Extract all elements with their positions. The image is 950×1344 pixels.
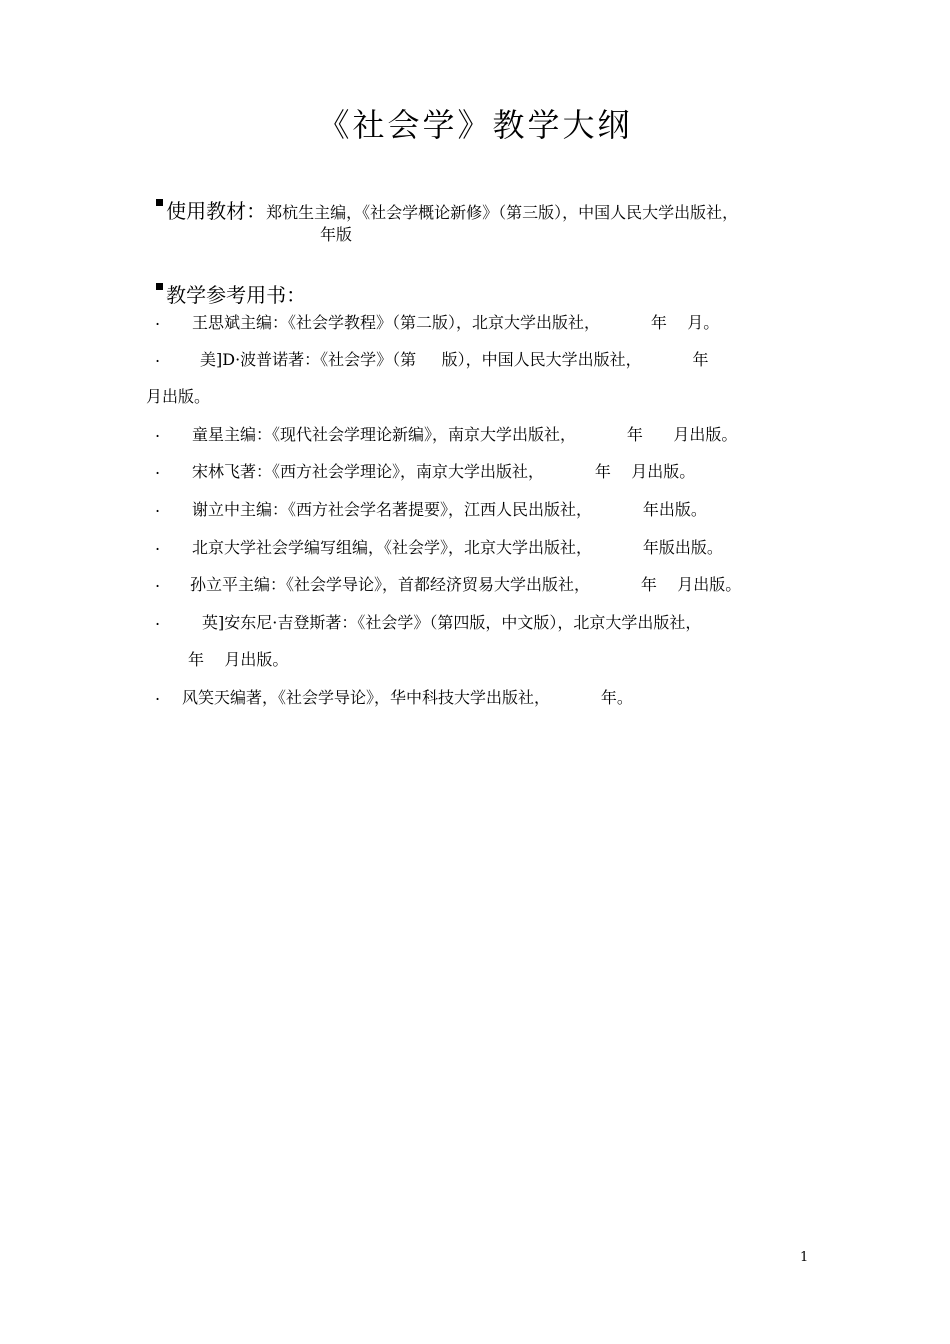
square-bullet-icon bbox=[156, 199, 163, 206]
page-number: 1 bbox=[800, 1250, 809, 1265]
list-item-marker: . bbox=[155, 610, 161, 629]
document-title: 《社会学》教学大纲 bbox=[317, 106, 633, 144]
list-item-marker: . bbox=[155, 685, 161, 704]
square-bullet-icon bbox=[156, 283, 163, 290]
list-item-marker: . bbox=[155, 497, 161, 516]
list-item-marker: . bbox=[155, 422, 161, 441]
list-item-marker: . bbox=[155, 347, 161, 366]
list-item: 美]D·波普诺著：《社会学》（第 版），中国人民大学出版社， 年 bbox=[200, 350, 709, 369]
list-item-marker: . bbox=[155, 572, 161, 591]
list-item: 北京大学社会学编写组编，《社会学》，北京大学出版社， 年版出版。 bbox=[192, 538, 723, 557]
list-item-marker: . bbox=[155, 310, 161, 329]
list-item: 英]安东尼·吉登斯著：《社会学》（第四版，中文版），北京大学出版社， bbox=[202, 613, 702, 632]
textbook-label: 使用教材： bbox=[166, 199, 267, 223]
references-heading bbox=[146, 260, 306, 308]
list-item-cont: 年 月出版。 bbox=[188, 650, 289, 669]
list-item: 王思斌主编：《社会学教程》（第二版），北京大学出版社， 年 月。 bbox=[192, 313, 720, 332]
textbook-line bbox=[146, 176, 738, 224]
list-item: 孙立平主编：《社会学导论》，首都经济贸易大学出版社， 年 月出版。 bbox=[190, 575, 742, 594]
list-item: 谢立中主编：《西方社会学名著提要》，江西人民出版社， 年出版。 bbox=[192, 500, 707, 519]
textbook-text-cont: 年版 bbox=[320, 225, 353, 244]
list-item-marker: . bbox=[155, 459, 161, 478]
list-item: 童星主编：《现代社会学理论新编》，南京大学出版社， 年 月出版。 bbox=[192, 425, 738, 444]
textbook-text: 郑杭生主编，《社会学概论新修》（第三版），中国人民大学出版社， bbox=[266, 203, 739, 222]
list-item: 宋林飞著：《西方社会学理论》，南京大学出版社， 年 月出版。 bbox=[192, 462, 696, 481]
references-label: 教学参考用书： bbox=[166, 283, 307, 307]
list-item-cont: 月出版。 bbox=[146, 387, 211, 406]
list-item: 风笑天编著，《社会学导论》，华中科技大学出版社， 年。 bbox=[182, 688, 633, 707]
list-item-marker: . bbox=[155, 535, 161, 554]
